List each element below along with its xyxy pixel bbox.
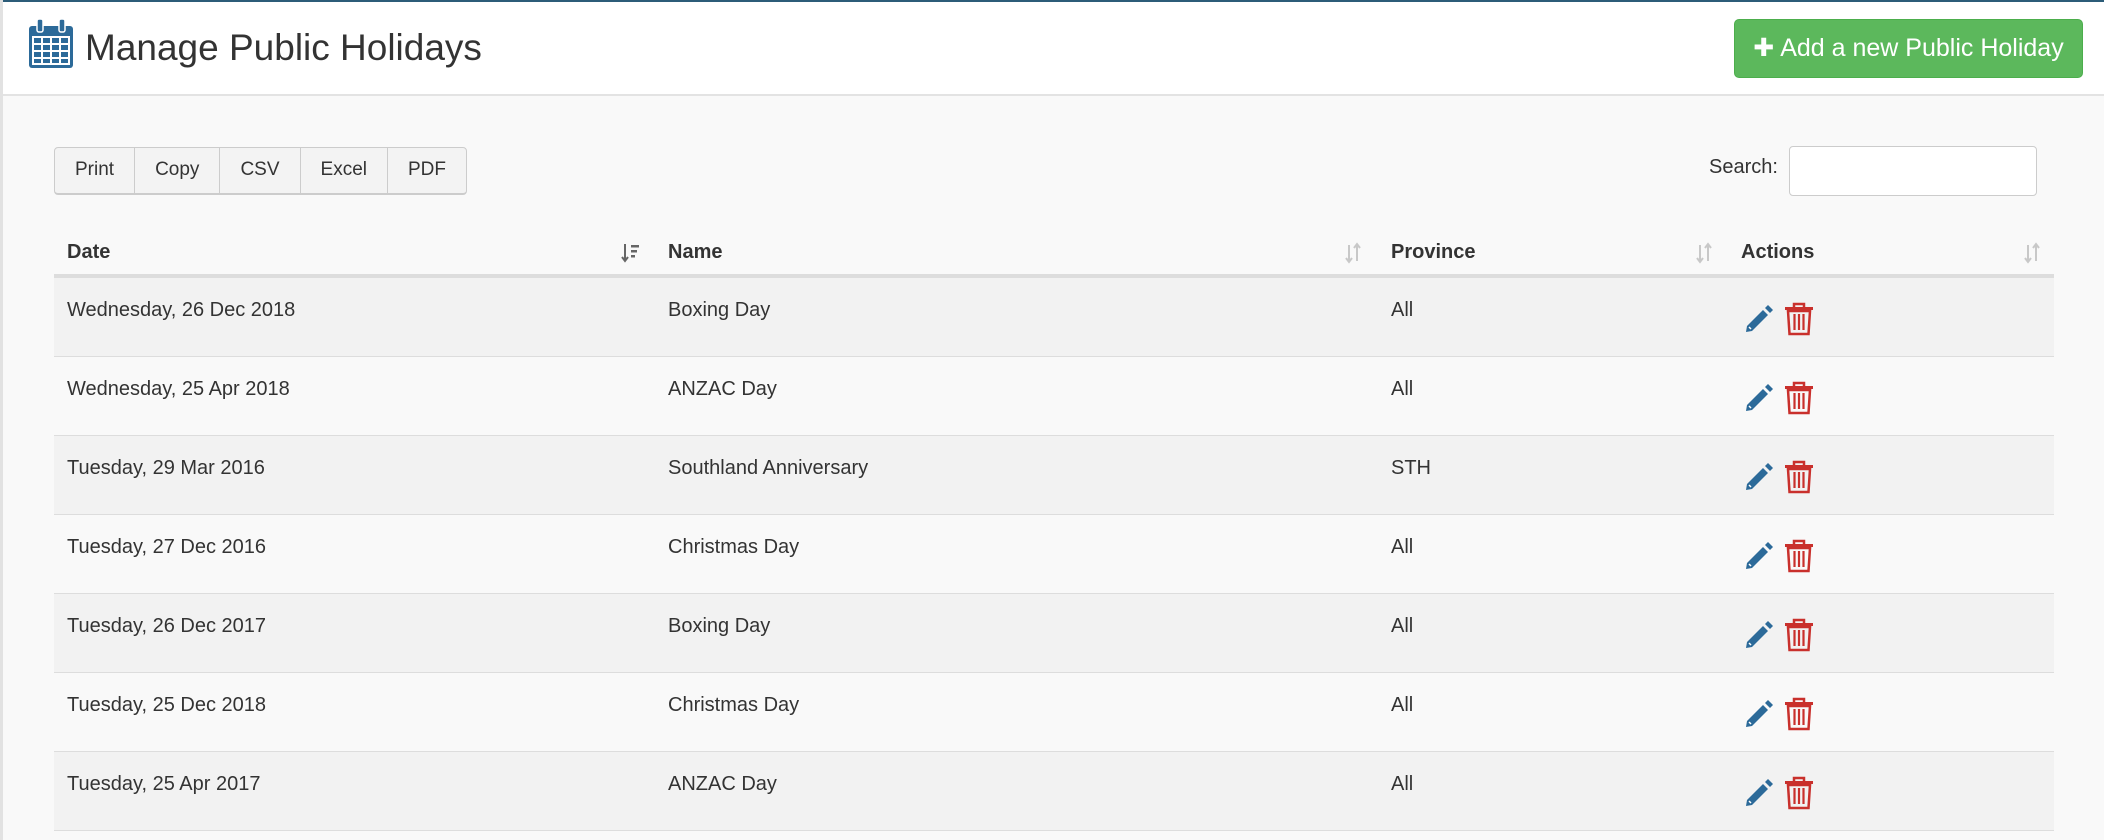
province-cell: All <box>1391 773 1414 795</box>
column-header-date[interactable] <box>54 230 655 274</box>
column-header-actions[interactable] <box>1728 230 2054 274</box>
pencil-icon[interactable] <box>1743 461 1775 493</box>
sort-icon <box>1694 242 1714 264</box>
column-header-label: Province <box>1391 241 1476 263</box>
name-cell: Christmas Day <box>668 694 800 716</box>
sort-icon <box>2022 242 2042 264</box>
province-cell: All <box>1391 694 1414 716</box>
calendar-icon <box>28 19 74 69</box>
search-label: Search: <box>1709 156 1778 178</box>
name-cell: Southland Anniversary <box>668 457 869 479</box>
column-header-label: Actions <box>1741 241 1815 263</box>
add-public-holiday-label: Add a new Public Holiday <box>1780 34 2064 62</box>
table-body <box>54 278 2054 831</box>
holidays-table <box>54 230 2054 831</box>
province-cell: All <box>1391 536 1414 558</box>
province-cell: STH <box>1391 457 1431 479</box>
pencil-icon[interactable] <box>1743 303 1775 335</box>
name-cell: ANZAC Day <box>668 378 777 400</box>
date-cell: Tuesday, 27 Dec 2016 <box>67 536 267 558</box>
pdf-button[interactable]: PDF <box>387 147 467 195</box>
table-row <box>54 357 2054 436</box>
table-row <box>54 752 2054 831</box>
excel-button[interactable]: Excel <box>300 147 388 195</box>
trash-icon[interactable] <box>1784 539 1814 573</box>
province-cell: All <box>1391 299 1414 321</box>
table-row <box>54 515 2054 594</box>
pencil-icon[interactable] <box>1743 777 1775 809</box>
date-cell: Tuesday, 25 Apr 2017 <box>67 773 261 795</box>
column-header-label: Name <box>668 241 723 263</box>
trash-icon[interactable] <box>1784 697 1814 731</box>
sort-icon <box>1343 242 1363 264</box>
name-cell: Boxing Day <box>668 299 771 321</box>
trash-icon[interactable] <box>1784 302 1814 336</box>
plus-icon: ✚ <box>1753 34 1775 62</box>
print-button[interactable]: Print <box>54 147 135 195</box>
pencil-icon[interactable] <box>1743 382 1775 414</box>
trash-icon[interactable] <box>1784 381 1814 415</box>
trash-icon[interactable] <box>1784 776 1814 810</box>
table-row <box>54 278 2054 357</box>
column-header-name[interactable] <box>655 230 1378 274</box>
name-cell: Boxing Day <box>668 615 771 637</box>
main-content <box>3 96 2104 840</box>
trash-icon[interactable] <box>1784 460 1814 494</box>
date-cell: Tuesday, 26 Dec 2017 <box>67 615 267 637</box>
column-header-label: Date <box>67 241 111 263</box>
csv-button[interactable]: CSV <box>219 147 300 195</box>
name-cell: Christmas Day <box>668 536 800 558</box>
copy-button[interactable]: Copy <box>134 147 220 195</box>
column-header-province[interactable] <box>1378 230 1728 274</box>
province-cell: All <box>1391 615 1414 637</box>
pencil-icon[interactable] <box>1743 698 1775 730</box>
add-public-holiday-button[interactable] <box>1734 19 2083 78</box>
trash-icon[interactable] <box>1784 618 1814 652</box>
date-cell: Tuesday, 29 Mar 2016 <box>67 457 265 479</box>
sort-active-icon <box>620 242 640 264</box>
date-cell: Wednesday, 26 Dec 2018 <box>67 299 296 321</box>
export-button-group <box>54 147 467 195</box>
province-cell: All <box>1391 378 1414 400</box>
page-header <box>3 2 2104 96</box>
table-row <box>54 436 2054 515</box>
date-cell: Tuesday, 25 Dec 2018 <box>67 694 267 716</box>
table-row <box>54 673 2054 752</box>
page-title: Manage Public Holidays <box>85 27 482 68</box>
table-header <box>54 230 2054 278</box>
pencil-icon[interactable] <box>1743 540 1775 572</box>
search-input[interactable] <box>1789 146 2037 196</box>
pencil-icon[interactable] <box>1743 619 1775 651</box>
date-cell: Wednesday, 25 Apr 2018 <box>67 378 290 400</box>
table-row <box>54 594 2054 673</box>
name-cell: ANZAC Day <box>668 773 777 795</box>
